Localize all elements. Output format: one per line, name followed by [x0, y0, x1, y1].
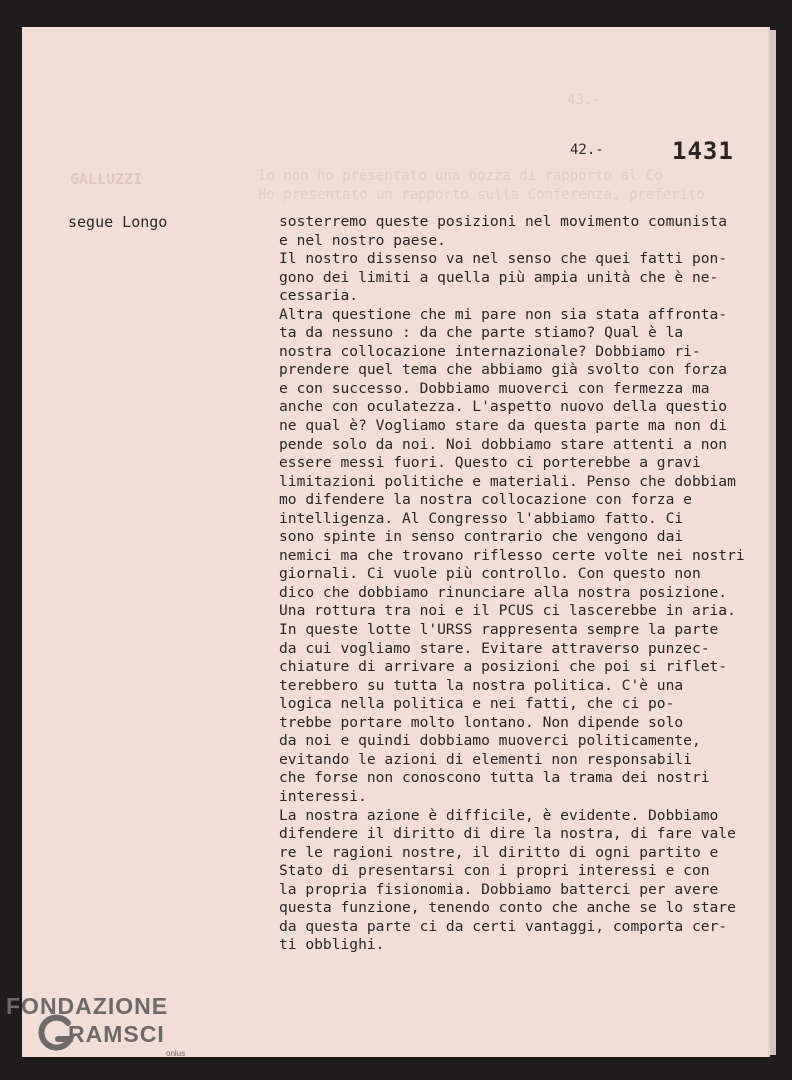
text-line: pende solo da noi. Noi dobbiamo stare attenti a non [279, 435, 728, 453]
text-line: difendere il diritto di dire la nostra, di fare vale [279, 825, 736, 843]
text-line: da cui vogliamo stare. Evitare attraverso punzec- [279, 639, 710, 657]
text-line: cessaria. [279, 287, 359, 305]
archive-number: 1431 [672, 137, 734, 165]
text-line: Il nostro dissenso va nel senso che quei fatti pon- [279, 250, 728, 268]
text-line: chiature di arrivare a posizioni che poi si riflet- [279, 658, 728, 676]
text-line: prendere quel tema che abbiamo già svolto con forza [279, 361, 728, 379]
text-line: trebbe portare molto lontano. Non dipende solo [279, 713, 684, 731]
text-line: evitando le azioni di elementi non responsabili [279, 750, 692, 768]
text-line: terebbero su tutta la nostra politica. C'è una [279, 676, 684, 694]
text-line: logica nella politica e nei fatti, che ci po- [279, 695, 675, 713]
text-line: re le ragioni nostre, il diritto di ogni partito e [279, 843, 719, 861]
text-line: nemici ma che trovano riflesso certe volte nei nostri [279, 546, 745, 564]
text-line: anche con oculatezza. L'aspetto nuovo della questio [279, 398, 728, 416]
text-line: mo difendere la nostra collocazione con forza e [279, 491, 692, 509]
text-line: Stato di presentarsi con i propri interessi e con [279, 862, 710, 880]
text-line: e con successo. Dobbiamo muoverci con fermezza ma [279, 379, 710, 397]
logo-sub: onlus [166, 1049, 186, 1058]
text-line: da noi e quindi dobbiamo muoverci politicamente, [279, 732, 701, 750]
text-line: Altra questione che mi pare non sia stata affronta- [279, 305, 728, 323]
text-line: ta da nessuno : da che parte stiamo? Qual è la [279, 324, 684, 342]
text-line: sosterremo queste posizioni nel movimento comunista [279, 213, 728, 230]
text-line: e nel nostro paese. [279, 231, 446, 249]
text-line: In queste lotte l'URSS rappresenta sempre la parte [279, 621, 719, 639]
text-line: limitazioni politiche e materiali. Penso che dobbiam [279, 472, 736, 490]
speaker-label: segue Longo [68, 213, 168, 231]
text-line: interessi. [279, 787, 367, 805]
text-line: sono spinte in senso contrario che vengono dai [279, 528, 684, 546]
text-line: la propria fisionomia. Dobbiamo batterci per avere [279, 880, 719, 898]
page-number: 42.- [570, 142, 604, 158]
text-line: Una rottura tra noi e il PCUS ci lascerebbe in aria. [279, 602, 736, 620]
text-line: da questa parte ci da certi vantaggi, comporta cer- [279, 917, 728, 935]
text-line: nostra collocazione internazionale? Dobbiamo ri- [279, 342, 701, 360]
show-through-page-number: 43.- [567, 92, 601, 108]
fondazione-gramsci-logo [6, 993, 186, 1058]
text-line: che forse non conoscono tutta la trama dei nostri [279, 769, 710, 787]
text-line: dico che dobbiamo rinunciare alla nostra posizione. [279, 583, 728, 601]
show-through-line: Io non ho presentato una bozza di rapporto al Co [258, 168, 663, 184]
text-line: gono dei limiti a quella più ampia unità che è ne- [279, 268, 719, 286]
logo-line2: RAMSCI [68, 1021, 165, 1047]
logo-line1: FONDAZIONE [6, 993, 169, 1019]
text-line: questa funzione, tenendo conto che anche se lo stare [279, 899, 736, 917]
text-line: ti obblighi. [279, 936, 385, 954]
text-line: giornali. Ci vuole più controllo. Con questo non [279, 565, 701, 583]
show-through-line: Ho presentato un rapporto sulla Conferenza, preferito [258, 187, 705, 203]
text-line: intelligenza. Al Congresso l'abbiamo fatto. Ci [279, 509, 684, 527]
text-line: ne qual è? Vogliamo stare da questa parte ma non di [279, 417, 728, 435]
body-text [279, 213, 769, 955]
show-through-name: GALLUZZI [70, 170, 143, 188]
text-line: La nostra azione è difficile, è evidente. Dobbiamo [279, 806, 719, 824]
text-line: essere messi fuori. Questo ci porterebbe a gravi [279, 454, 701, 472]
